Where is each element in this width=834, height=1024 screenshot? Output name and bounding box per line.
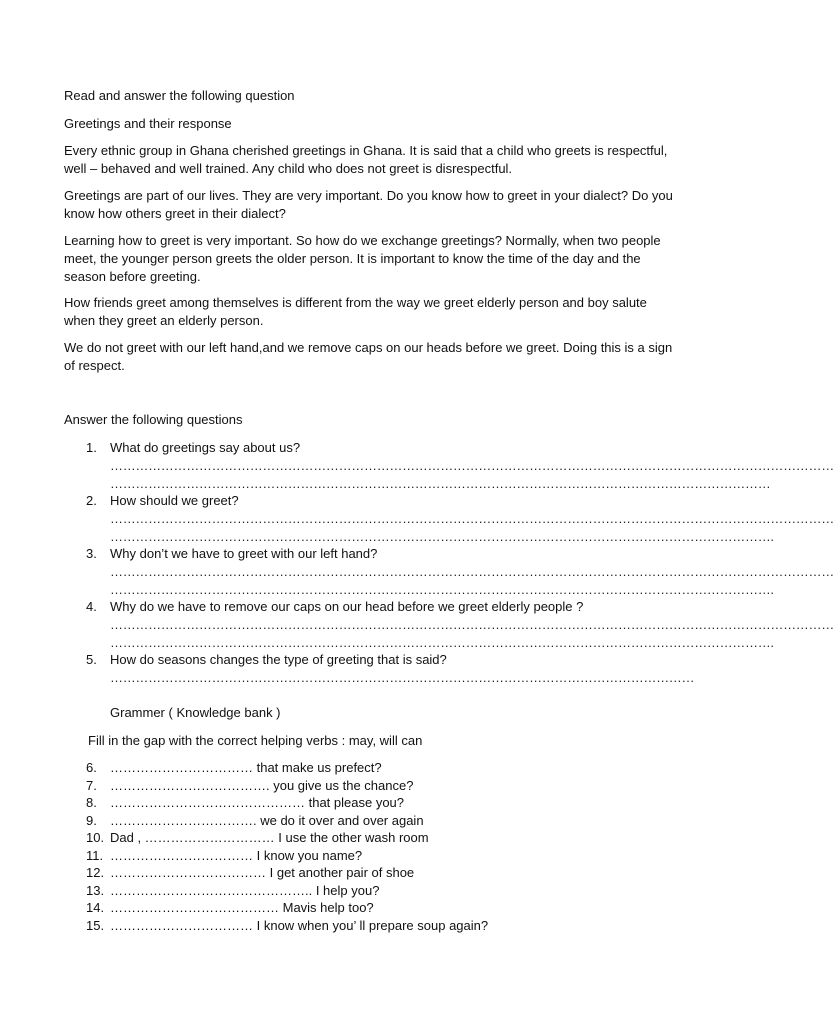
passage-paragraph-2: Greetings are part of our lives. They are very important. Do you know how to greet in your dialect? Do you know how others greet in their dialect? [64, 188, 673, 221]
question-text: How do seasons changes the type of greeting that is said? [110, 652, 447, 667]
fill-gap-item[interactable]: …………………………… I know when you’ ll prepare soup again? [110, 918, 489, 933]
answer-line[interactable]: ………………………………………………………………………………………………………………………………………… [110, 476, 771, 491]
item-number: 12. [86, 865, 105, 880]
fill-gap-item[interactable]: …………………………… that make us prefect? [110, 760, 382, 775]
question-text: Why do we have to remove our caps on our head before we greet elderly people ? [110, 599, 584, 614]
instruction-text: Read and answer the following question [64, 88, 295, 103]
answer-line[interactable]: …………………………………………………………………………………………………………………………………………. [110, 582, 774, 597]
question-text: What do greetings say about us? [110, 440, 301, 455]
question-number: 1. [86, 440, 97, 455]
item-number: 8. [86, 795, 97, 810]
answer-line[interactable]: ……………………………………………………………………………………………………………………………………………………… [110, 458, 834, 473]
item-number: 6. [86, 760, 97, 775]
fill-gap-item[interactable]: ………………………………. you give us the chance? [110, 778, 414, 793]
question-number: 4. [86, 599, 97, 614]
question-number: 2. [86, 493, 97, 508]
grammar-instruction: Fill in the gap with the correct helping verbs : may, will can [88, 733, 423, 748]
answer-line[interactable]: ……………………………………………………………………………………………………………………………………………………… [110, 564, 834, 579]
question-number: 5. [86, 652, 97, 667]
passage-paragraph-5: We do not greet with our left hand,and we remove caps on our heads before we greet. Doing this is a sign of respect. [64, 340, 673, 373]
item-number: 9. [86, 813, 97, 828]
answer-line[interactable]: ……………………………………………………………………………………………………………………………………………………… [110, 617, 834, 632]
answer-line[interactable]: ……………………………………………………………………………………………………………………………………………………… [110, 511, 834, 526]
fill-gap-item[interactable]: ……………………………………… that please you? [110, 795, 405, 810]
fill-gap-item[interactable]: ………………………………… Mavis help too? [110, 900, 374, 915]
passage-paragraph-4: How friends greet among themselves is different from the way we greet elderly person and boy salute when they greet an elderly person. [64, 295, 647, 328]
item-number: 10. [86, 830, 105, 845]
fill-gap-item[interactable]: ……………………………. we do it over and over again [110, 813, 424, 828]
item-number: 7. [86, 778, 97, 793]
fill-gap-item[interactable]: …………………………… I know you name? [110, 848, 363, 863]
fill-gap-item[interactable]: Dad , ………………………… I use the other wash room [110, 830, 429, 845]
fill-gap-item[interactable]: ……………………………… I get another pair of shoe [110, 865, 415, 880]
answer-line[interactable]: …………………………………………………………………………………………………………………………………………. [110, 529, 774, 544]
item-number: 13. [86, 883, 105, 898]
question-text: Why don’t we have to greet with our left hand? [110, 546, 378, 561]
answer-line[interactable]: ………………………………………………………………………………………………………………………… [110, 670, 695, 685]
answer-line[interactable]: …………………………………………………………………………………………………………………………………………. [110, 635, 774, 650]
question-number: 3. [86, 546, 97, 561]
passage-paragraph-1: Every ethnic group in Ghana cherished greetings in Ghana. It is said that a child who greets is respectful, well – behaved and well trained. Any child who does not greet is disrespectful. [64, 143, 668, 176]
questions-heading: Answer the following questions [64, 412, 243, 427]
item-number: 11. [86, 848, 104, 863]
item-number: 15. [86, 918, 105, 933]
question-text: How should we greet? [110, 493, 239, 508]
item-number: 14. [86, 900, 105, 915]
fill-gap-item[interactable]: ……………………………………….. I help you? [110, 883, 380, 898]
passage-paragraph-3: Learning how to greet is very important. So how do we exchange greetings? Normally, when two people meet, the younger person greets the older person. It is important to know the time of the day and the season before greeting. [64, 233, 661, 284]
grammar-title: Grammer ( Knowledge bank ) [110, 705, 281, 720]
passage-title: Greetings and their response [64, 116, 232, 131]
